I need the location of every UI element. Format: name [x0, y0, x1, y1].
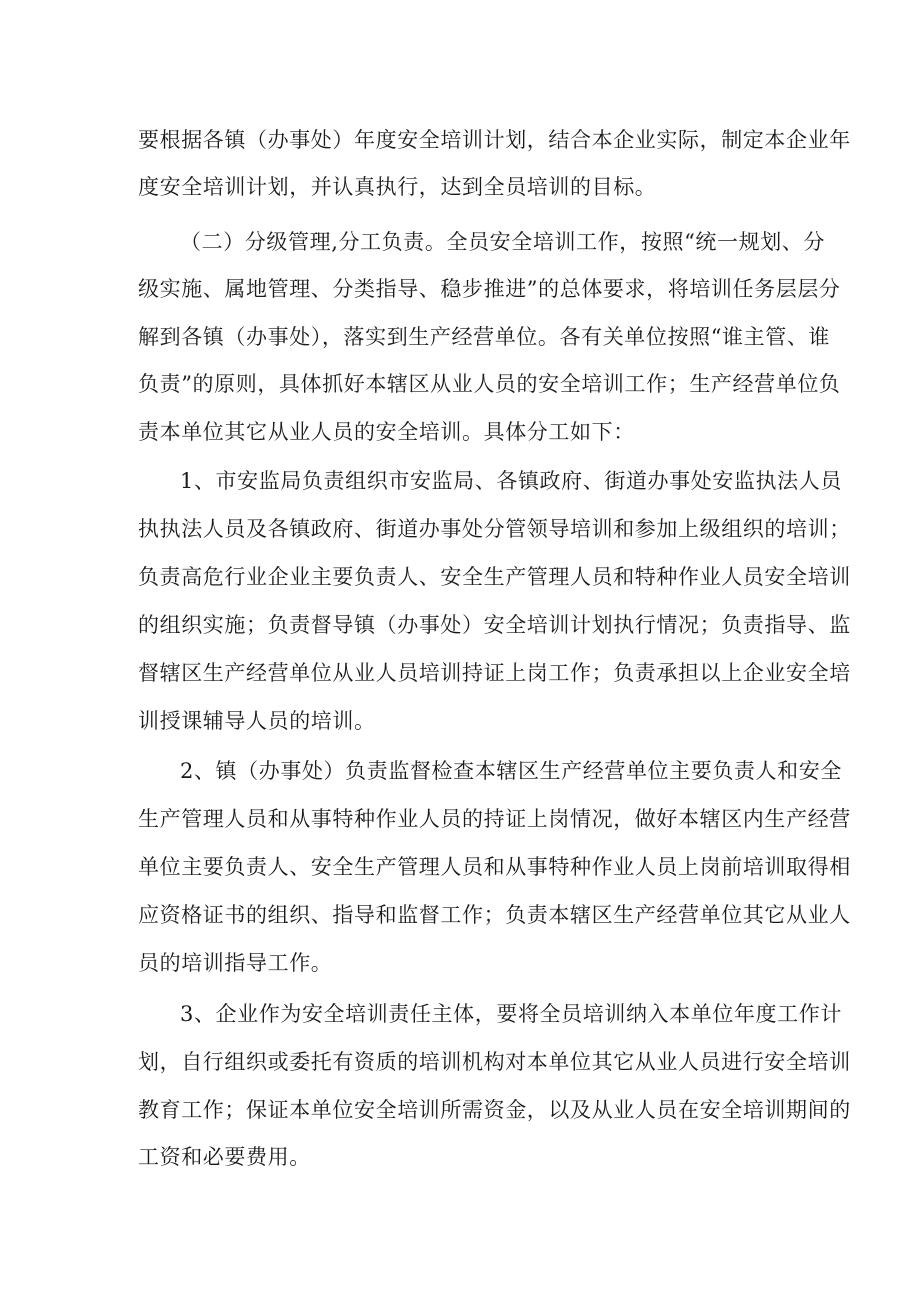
text-line: 训授课辅导人员的培训。	[138, 709, 376, 733]
text-line: 2、镇（办事处）负责监督检查本辖区生产经营单位主要负责人和安全	[180, 759, 842, 783]
text-line: 度安全培训计划，并认真执行，达到全员培训的目标。	[138, 175, 657, 199]
text-line: 的组织实施；负责督导镇（办事处）安全培训计划执行情况；负责指导、监	[138, 613, 851, 637]
text-line: 责本单位其它从业人员的安全培训。具体分工如下：	[138, 420, 635, 444]
text-line: 3、企业作为安全培训责任主体，要将全员培训纳入本单位年度工作计	[180, 1002, 842, 1026]
text-line: 督辖区生产经营单位从业人员培训持证上岗工作；负责承担以上企业安全培	[138, 661, 851, 685]
text-line: 负责高危行业企业主要负责人、安全生产管理人员和特种作业人员安全培训	[138, 565, 851, 589]
text-line: 单位主要负责人、安全生产管理人员和从事特种作业人员上岗前培训取得相	[138, 855, 851, 879]
text-line: 执执法人员及各镇政府、街道办事处分管领导培训和参加上级组织的培训；	[138, 517, 851, 541]
text-line: 划，自行组织或委托有资质的培训机构对本单位其它从业人员进行安全培训	[138, 1050, 851, 1074]
text-line: 解到各镇（办事处），落实到生产经营单位。各有关单位按照“谁主管、谁	[138, 325, 831, 349]
text-line: 工资和必要费用。	[138, 1145, 311, 1169]
text-line: （二）分级管理,分工负责。全员安全培训工作，按照“统一规划、分	[180, 230, 826, 254]
text-line: 级实施、属地管理、分类指导、稳步推进”的总体要求，将培训任务层层分	[138, 277, 841, 301]
text-line: 生产管理人员和从事特种作业人员的持证上岗情况，做好本辖区内生产经营	[138, 807, 851, 831]
text-line: 要根据各镇（办事处）年度安全培训计划，结合本企业实际，制定本企业年	[138, 128, 851, 152]
text-line: 应资格证书的组织、指导和监督工作；负责本辖区生产经营单位其它从业人	[138, 903, 851, 927]
text-line: 员的培训指导工作。	[138, 951, 333, 975]
text-line: 1、市安监局负责组织市安监局、各镇政府、街道办事处安监执法人员	[180, 469, 842, 493]
text-line: 负责”的原则，具体抓好本辖区从业人员的安全培训工作；生产经营单位负	[138, 372, 841, 396]
text-line: 教育工作；保证本单位安全培训所需资金，以及从业人员在安全培训期间的	[138, 1098, 851, 1122]
